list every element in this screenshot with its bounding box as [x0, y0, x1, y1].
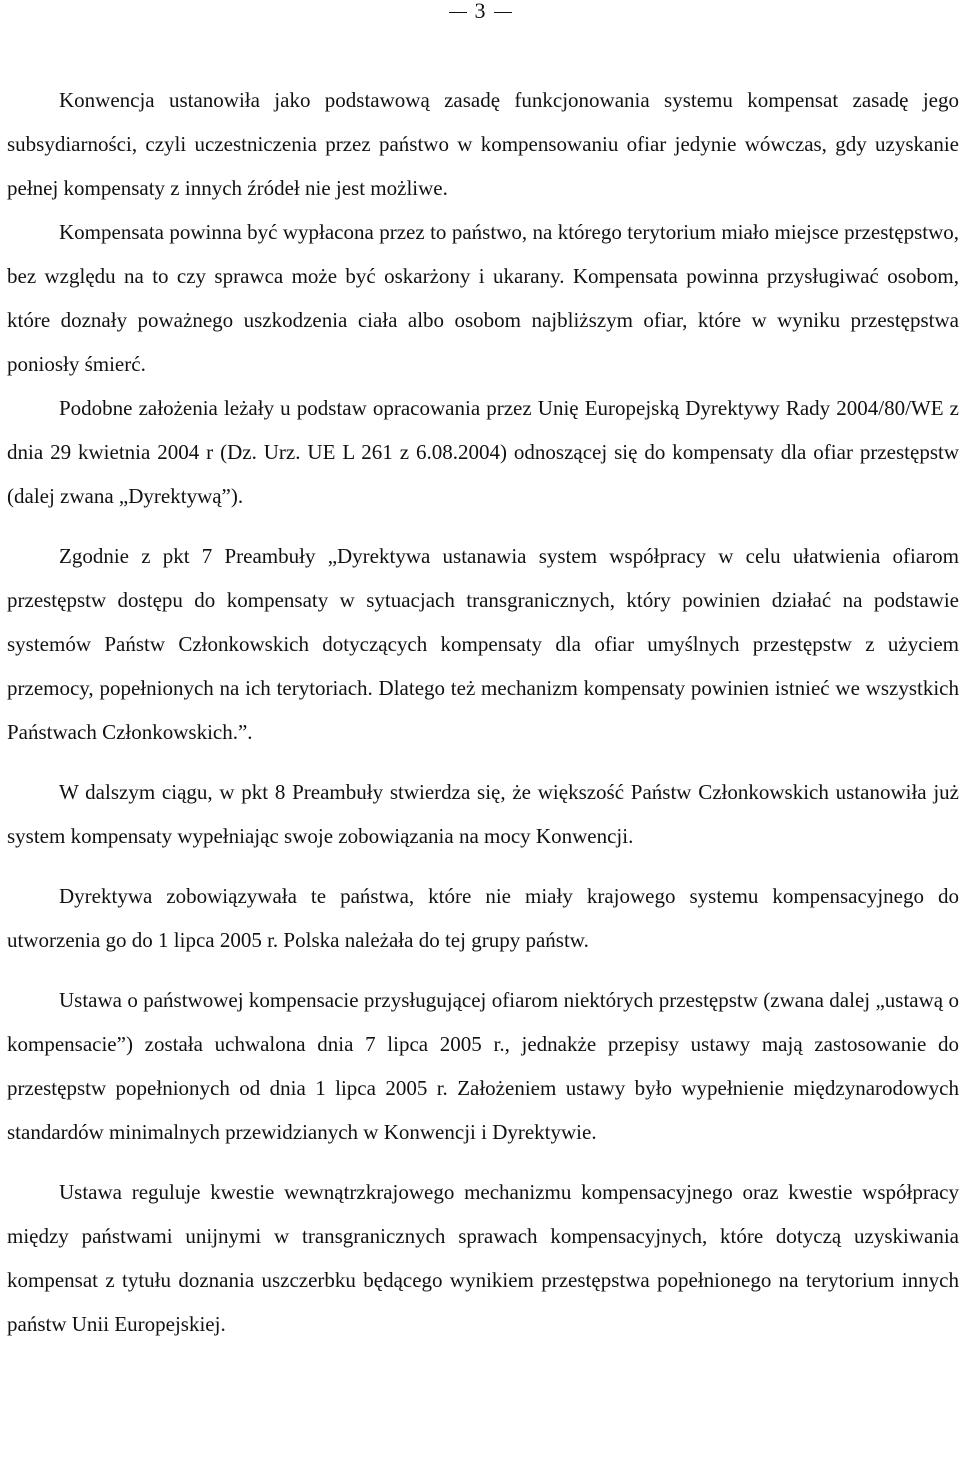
document-body — [7, 78, 959, 1346]
paragraph-2: Kompensata powinna być wypłacona przez to państwo, na którego terytorium miało miejsce przestępstwo, bez względu na to czy sprawca może być oskarżony i ukarany. Kompensata powinna przysługiwać osobom, które doznały poważnego uszkodzenia ciała albo osobom najbliższym ofiar, które w wyniku przestępstwa poniosły śmierć. — [7, 220, 959, 376]
page-number-value: 3 — [474, 0, 486, 23]
paragraph-6: Dyrektywa zobowiązywała te państwa, które nie miały krajowego systemu kompensacyjnego do utworzenia go do 1 lipca 2005 r. Polska należała do tej grupy państw. — [7, 884, 959, 952]
paragraph-4: Zgodnie z pkt 7 Preambuły „Dyrektywa ustanawia system współpracy w celu ułatwienia ofiarom przestępstw dostępu do kompensaty w sytuacjach transgranicznych, który powinien działać na podstawie systemów Państw Członkowskich dotyczących kompensaty dla ofiar umyślnych przestępstw z użyciem przemocy, popełnionych na ich terytoriach. Dlatego też mechanizm kompensaty powinien istnieć we wszystkich Państwach Członkowskich.”. — [7, 544, 959, 744]
paragraph-7: Ustawa o państwowej kompensacie przysługującej ofiarom niektórych przestępstw (zwana dalej „ustawą o kompensacie”) została uchwalona dnia 7 lipca 2005 r., jednakże przepisy ustawy mają zastosowanie do przestępstw popełnionych od dnia 1 lipca 2005 r. Założeniem ustawy było wypełnienie międzynarodowych standardów minimalnych przewidzianych w Konwencji i Dyrektywie. — [7, 988, 959, 1144]
paragraph-1: Konwencja ustanowiła jako podstawową zasadę funkcjonowania systemu kompensat zasadę jego subsydiarności, czyli uczestniczenia przez państwo w kompensowaniu ofiar jedynie wówczas, gdy uzyskanie pełnej kompensaty z innych źródeł nie jest możliwe. — [7, 88, 959, 200]
paragraph-8: Ustawa reguluje kwestie wewnątrzkrajowego mechanizmu kompensacyjnego oraz kwestie współpracy między państwami unijnymi w transgranicznych sprawach kompensacyjnych, które dotyczą uzyskiwania kompensat z tytułu doznania uszczerbku będącego wynikiem przestępstwa popełnionego na terytorium innych państw Unii Europejskiej. — [7, 1180, 959, 1336]
paragraph-5: W dalszym ciągu, w pkt 8 Preambuły stwierdza się, że większość Państw Członkowskich ustanowiła już system kompensaty wypełniając swoje zobowiązania na mocy Konwencji. — [7, 780, 959, 848]
page-number-dash-right — [494, 12, 512, 13]
paragraph-3: Podobne założenia leżały u podstaw opracowania przez Unię Europejską Dyrektywy Rady 2004/80/WE z dnia 29 kwietnia 2004 r (Dz. Urz. UE L 261 z 6.08.2004) odnoszącej się do kompensaty dla ofiar przestępstw (dalej zwana „Dyrektywą”). — [7, 396, 959, 508]
page-number-dash-left — [449, 12, 467, 13]
page-number — [0, 0, 960, 24]
